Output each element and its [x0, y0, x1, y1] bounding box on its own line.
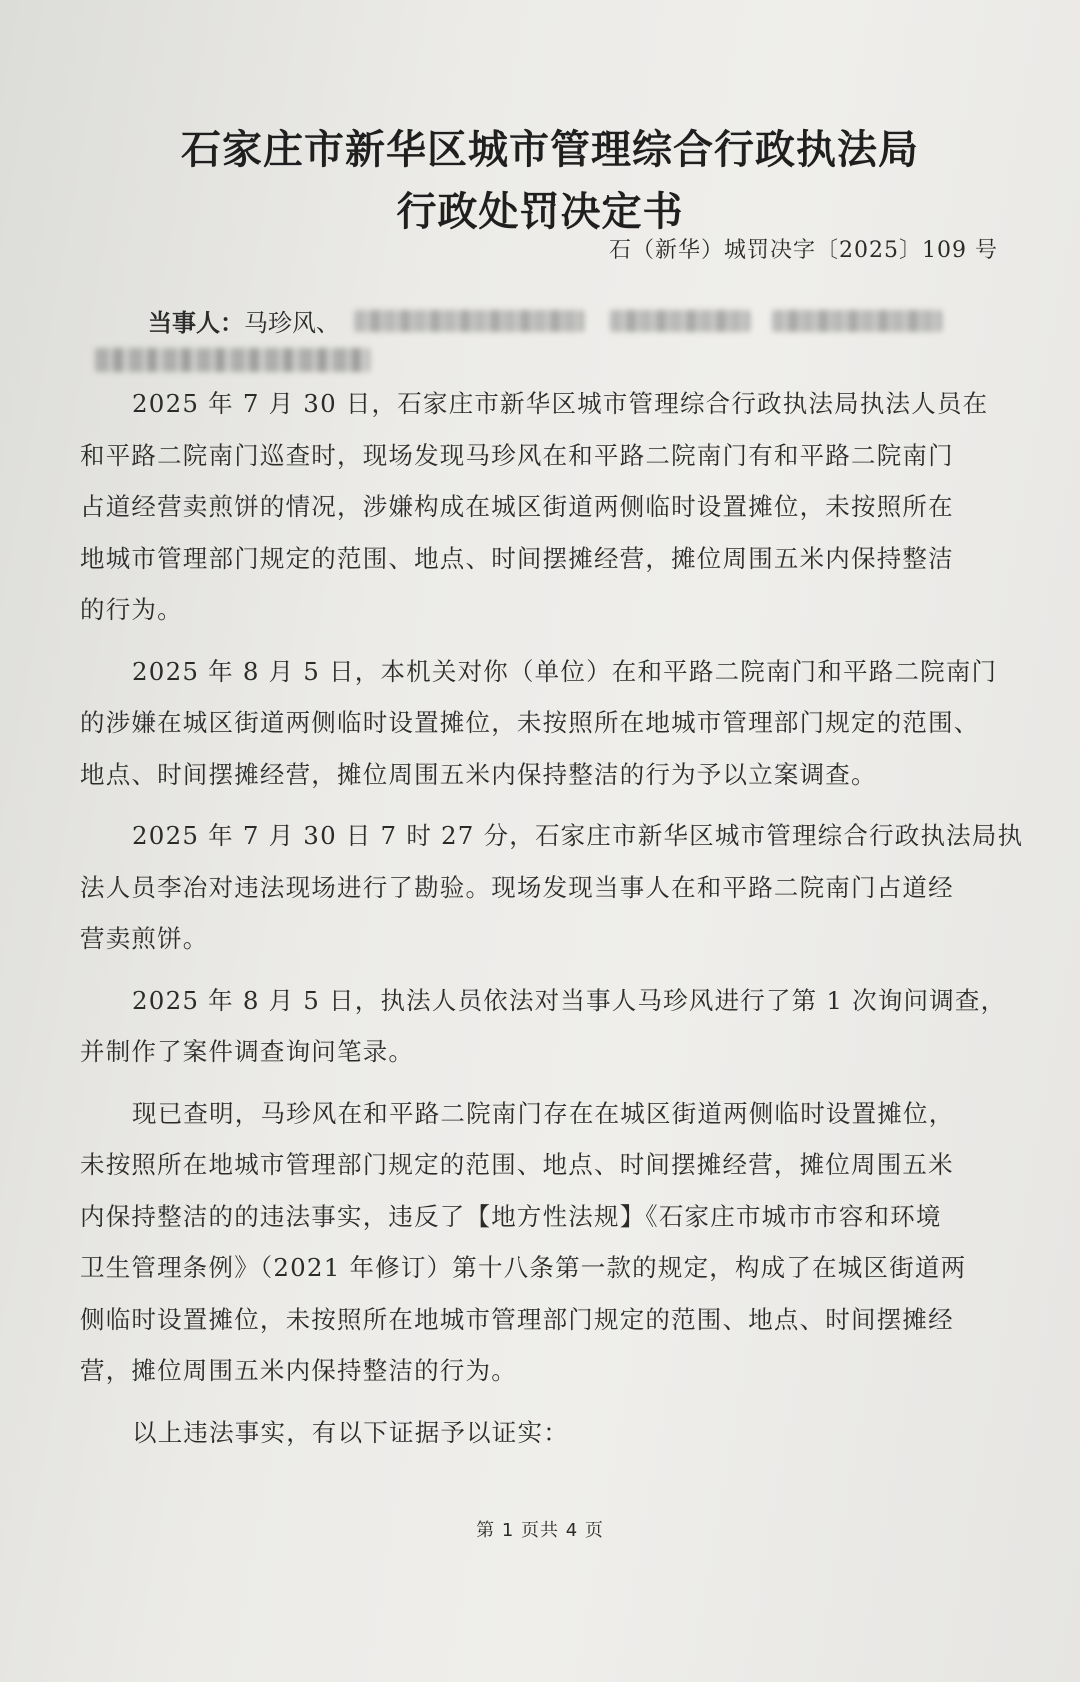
text-line: 现已查明，马珍风在和平路二院南门存在在城区街道两侧临时设置摊位， [132, 1098, 955, 1128]
paragraph [80, 1088, 1010, 1397]
redacted-info [95, 348, 370, 372]
paragraph [80, 646, 1010, 801]
page-number: 第 1 页共 4 页 [476, 1520, 604, 1541]
paragraph [80, 975, 1010, 1078]
document-number: 石（新华）城罚决字〔2025〕109 号 [609, 238, 998, 263]
text-line: 和平路二院南门巡查时，现场发现马珍风在和平路二院南门有和平路二院南门 [80, 440, 954, 470]
text-line: 侧临时设置摊位，未按照所在地城市管理部门规定的范围、地点、时间摆摊经 [80, 1304, 954, 1334]
text-line: 地城市管理部门规定的范围、地点、时间摆摊经营，摊位周围五米内保持整洁 [80, 543, 954, 573]
text-line: 2025 年 7 月 30 日，石家庄市新华区城市管理综合行政执法局执法人员在 [132, 389, 989, 418]
text-line: 并制作了案件调查询问笔录。 [80, 1037, 415, 1066]
party-line [148, 303, 942, 338]
document-title-agency: 石家庄市新华区城市管理综合行政执法局 [181, 127, 919, 173]
document-title-type: 行政处罚决定书 [396, 189, 684, 235]
party-label: 当事人： [148, 309, 244, 337]
text-line: 卫生管理条例》（2021 年修订）第十八条第一款的规定，构成了在城区街道两 [80, 1253, 967, 1282]
text-line: 内保持整洁的的违法事实，违反了【地方性法规】《石家庄市城市市容和环境 [80, 1201, 942, 1231]
paragraph [80, 810, 1024, 965]
redacted-info [610, 310, 750, 332]
redacted-info [354, 310, 584, 332]
text-line: 以上违法事实，有以下证据予以证实： [132, 1417, 569, 1447]
text-line: 法人员李冶对违法现场进行了勘验。现场发现当事人在和平路二院南门占道经 [80, 872, 954, 902]
party-name: 马珍风、 [244, 309, 340, 337]
paragraph [80, 378, 1010, 636]
text-line: 占道经营卖煎饼的情况，涉嫌构成在城区街道两侧临时设置摊位，未按照所在 [80, 492, 954, 521]
paragraph [80, 1407, 1010, 1459]
text-line: 未按照所在地城市管理部门规定的范围、地点、时间摆摊经营，摊位周围五米 [80, 1150, 954, 1179]
text-line: 2025 年 8 月 5 日，执法人员依法对当事人马珍风进行了第 1 次询问调查， [132, 985, 1007, 1015]
document-body [80, 378, 1024, 1458]
text-line: 的涉嫌在城区街道两侧临时设置摊位，未按照所在地城市管理部门规定的范围、 [80, 708, 980, 737]
text-line: 营卖煎饼。 [80, 924, 209, 953]
text-line: 2025 年 8 月 5 日，本机关对你（单位）在和平路二院南门和平路二院南门 [132, 656, 998, 686]
text-line: 2025 年 7 月 30 日 7 时 27 分，石家庄市新华区城市管理综合行政执法局执 [132, 821, 1024, 850]
text-line: 地点、时间摆摊经营，摊位周围五米内保持整洁的行为予以立案调查。 [80, 759, 877, 789]
text-line: 的行为。 [80, 595, 183, 624]
text-line: 营，摊位周围五米内保持整洁的行为。 [80, 1356, 517, 1385]
redacted-info [772, 310, 942, 332]
